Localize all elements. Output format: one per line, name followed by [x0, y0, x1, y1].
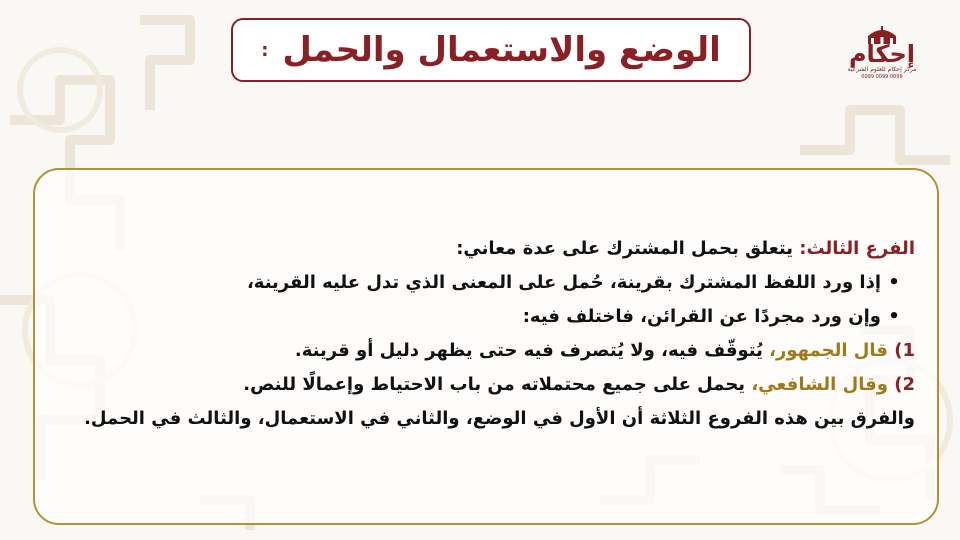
item-lead: وقال الشافعي، [751, 374, 888, 395]
item-number: 2) [894, 374, 915, 395]
content-text [55, 232, 915, 436]
item-text: يحمل على جميع محتملاته من باب الاحتياط وإعمالًا للنص. [243, 374, 752, 395]
numbered-item [55, 334, 915, 368]
bullet-text: وإن ورد مجردًا عن القرائن، فاختلف فيه: [522, 306, 881, 327]
logo-name: إحكام [848, 40, 916, 68]
title-banner [231, 18, 751, 82]
bullet-text: إذا ورد اللفظ المشترك بقرينة، حُمل على المعنى الذي تدل عليه القرينة، [246, 272, 881, 293]
heading-label: الفرع الثالث: [799, 238, 915, 259]
bullet-item [55, 300, 915, 334]
title-colon: : [261, 39, 269, 61]
bullet-icon: • [888, 272, 900, 293]
logo-subtitle: مركز إحكام للعلوم الشرعية [847, 66, 917, 73]
content-panel [33, 168, 939, 525]
bullet-item [55, 266, 915, 300]
item-lead: قال الجمهور، [769, 340, 888, 361]
item-text: يُتوقّف فيه، ولا يُتصرف فيه حتى يظهر دليل أو قرينة. [294, 340, 770, 361]
section-heading [55, 232, 915, 266]
logo [846, 26, 918, 96]
heading-text: يتعلق بحمل المشترك على عدة معاني: [456, 238, 800, 259]
item-number: 1) [894, 340, 915, 361]
bullet-icon: • [888, 306, 900, 327]
page-title: الوضع والاستعمال والحمل [282, 30, 721, 70]
numbered-item [55, 368, 915, 402]
logo-number: 0099 0099 0099 [861, 74, 903, 80]
closing-paragraph: والفرق بين هذه الفروع الثلاثة أن الأول في الوضع، والثاني في الاستعمال، والثالث في الحمل. [84, 408, 915, 429]
